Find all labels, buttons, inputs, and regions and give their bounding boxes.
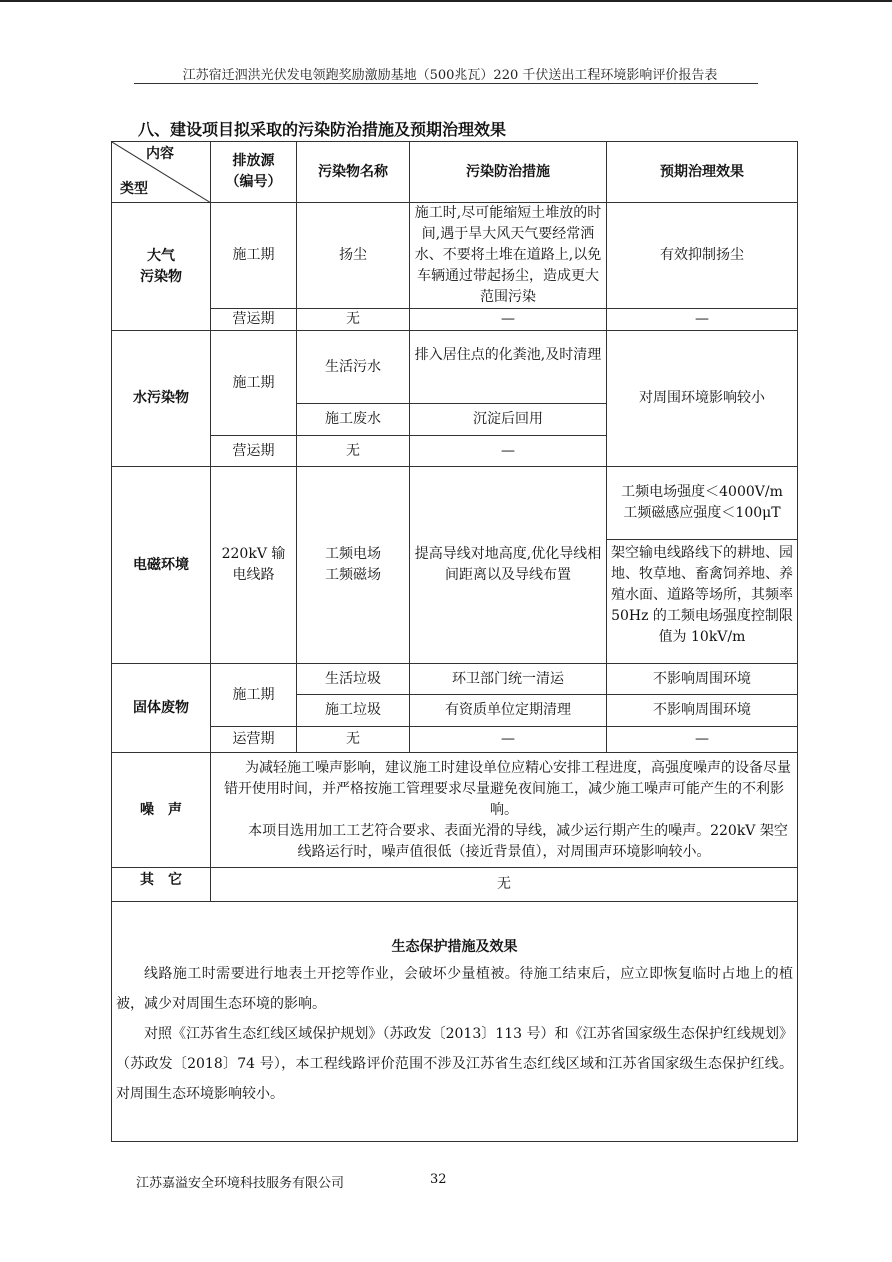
page-number: 32 <box>430 1172 447 1187</box>
em-measure: 提高导线对地高度,优化导线相间距离以及导线布置 <box>410 467 607 664</box>
table-row <box>112 664 798 695</box>
solid-measure-construction: 有资质单位定期清理 <box>410 695 607 727</box>
water-measure-construction: 沉淀后回用 <box>410 404 607 436</box>
table-header-row <box>112 142 798 203</box>
category-water: 水污染物 <box>112 331 211 467</box>
report-header: 江苏宿迁泗洪光伏发电领跑奖励激励基地（500兆瓦）220 千伏送出工程环境影响评价报告表 <box>182 68 718 83</box>
category-air-line2: 污染物 <box>140 268 182 285</box>
air-measure: 施工时,尽可能缩短土堆放的时间,遇于旱大风天气要经常洒水、不要将土堆在道路上,以免车辆通过带起扬尘，造成更大范围污染 <box>410 203 607 309</box>
page-top-border <box>0 0 892 2</box>
solid-measure-domestic: 环卫部门统一清运 <box>410 664 607 695</box>
footer-company: 江苏嘉溢安全环境科技服务有限公司 <box>136 1176 345 1191</box>
category-air-line1: 大气 <box>147 247 175 264</box>
solid-source-construction: 施工期 <box>211 664 297 727</box>
table-row <box>112 331 798 404</box>
header-source-line2: （编号） <box>225 174 282 190</box>
category-air <box>112 203 211 331</box>
water-source-construction: 施工期 <box>211 331 297 436</box>
header-rule <box>134 83 758 84</box>
header-source <box>211 142 297 203</box>
em-source-line2: 电线路 <box>232 567 275 583</box>
header-content-label: 内容 <box>146 146 174 162</box>
header-effect: 预期治理效果 <box>607 142 798 203</box>
pollution-control-table <box>111 141 798 1142</box>
air-pollutant-dust: 扬尘 <box>297 203 410 309</box>
solid-effect-domestic: 不影响周围环境 <box>607 664 798 695</box>
solid-source-operation: 运营期 <box>211 727 297 753</box>
header-pollutant: 污染物名称 <box>297 142 410 203</box>
solid-pollutant-domestic: 生活垃圾 <box>297 664 410 695</box>
air-measure-none: — <box>410 309 607 331</box>
air-effect: 有效抑制扬尘 <box>607 203 798 309</box>
em-effect-e-field: 工频电场强度＜4000V/m <box>621 484 783 500</box>
section-title: 八、建设项目拟采取的污染防治措施及预期治理效果 <box>138 120 507 139</box>
water-measure-none: — <box>410 436 607 467</box>
table-row <box>112 467 798 540</box>
air-source-construction: 施工期 <box>211 203 297 309</box>
other-content: 无 <box>211 868 798 902</box>
noise-paragraph-1: 为减轻施工噪声影响，建议施工时建设单位应精心安排工程进度，高强度噪声的设备尽量错开使用时间，并严格按施工管理要求尽量避免夜间施工，减少施工噪声可能产生的不利影响。 <box>224 759 791 818</box>
solid-effect-construction: 不影响周围环境 <box>607 695 798 727</box>
table-row <box>112 902 798 1142</box>
em-pollutant <box>297 467 410 664</box>
table-row <box>112 868 798 902</box>
solid-pollutant-none: 无 <box>297 727 410 753</box>
em-effect-b-field: 工频磁感应强度＜100μT <box>623 505 781 521</box>
solid-measure-none: — <box>410 727 607 753</box>
table-row <box>112 727 798 753</box>
category-other: 其 它 <box>112 868 211 902</box>
em-effect-land: 架空输电线路线下的耕地、园地、牧草地、畜禽饲养地、养殖水面、道路等场所，其频率 50Hz 的工频电场强度控制限值为 10kV/m <box>607 540 798 664</box>
air-pollutant-none: 无 <box>297 309 410 331</box>
header-source-line1: 排放源 <box>232 153 275 169</box>
eco-paragraph-2: 对照《江苏省生态红线区域保护规划》（苏政发〔2013〕113 号）和《江苏省国家级生态保护红线规划》（苏政发〔2018〕74 号），本工程线路评价范围不涉及江苏省生态红线区域和江苏省国家级生态保护红线。对周围生态环境影响较小。 <box>116 1025 793 1102</box>
eco-title: 生态保护措施及效果 <box>391 938 518 955</box>
air-effect-none: — <box>607 309 798 331</box>
solid-pollutant-construction: 施工垃圾 <box>297 695 410 727</box>
em-effect-limits <box>607 467 798 540</box>
table-row <box>112 309 798 331</box>
noise-content <box>211 753 798 868</box>
table-row <box>112 753 798 868</box>
water-effect: 对周围环境影响较小 <box>607 331 798 467</box>
em-source <box>211 467 297 664</box>
table-row <box>112 203 798 309</box>
header-type-label: 类型 <box>120 181 148 197</box>
em-pollutant-line2: 工频磁场 <box>325 567 381 583</box>
category-em: 电磁环境 <box>112 467 211 664</box>
water-pollutant-construction: 施工废水 <box>297 404 410 436</box>
header-diagonal-cell <box>112 142 211 203</box>
water-pollutant-none: 无 <box>297 436 410 467</box>
water-source-operation: 营运期 <box>211 436 297 467</box>
eco-paragraph-1: 线路施工时需要进行地表土开挖等作业，会破坏少量植被。待施工结束后，应立即恢复临时占地上的植被，减少对周围生态环境的影响。 <box>116 965 793 1012</box>
eco-section <box>112 902 798 1142</box>
noise-paragraph-2: 本项目选用加工工艺符合要求、表面光滑的导线，减少运行期产生的噪声。220kV 架空线路运行时，噪声值很低（接近背景值），对周围声环境影响较小。 <box>248 822 788 860</box>
em-source-line1: 220kV 输 <box>221 546 286 562</box>
em-pollutant-line1: 工频电场 <box>325 546 381 562</box>
header-measure: 污染防治措施 <box>410 142 607 203</box>
water-measure-domestic: 排入居住点的化粪池,及时清理 <box>410 331 607 404</box>
air-source-operation: 营运期 <box>211 309 297 331</box>
solid-effect-none: — <box>607 727 798 753</box>
category-noise: 噪 声 <box>112 753 211 868</box>
category-solid: 固体废物 <box>112 664 211 753</box>
water-pollutant-domestic: 生活污水 <box>297 331 410 404</box>
